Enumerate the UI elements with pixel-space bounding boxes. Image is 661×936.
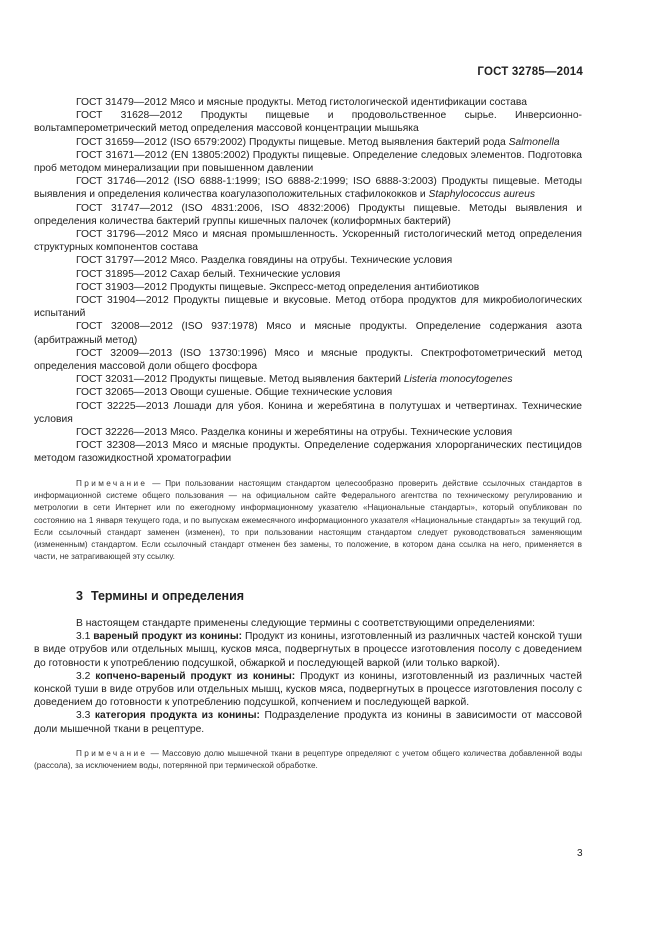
reference-italic-text: Listeria monocytogenes [403,374,513,386]
term-text: Продукт из конины, изготовленный из различных частей конской туши в виде отрубов или отдельных мышц, кусков мяса, подвергнутых в процессе изготовления посолу с доведением до готовности к употреблению подсушкой, копчением и последующей варкой. [34,670,582,709]
reference-entry [34,202,582,228]
reference-entry [34,386,582,399]
reference-entry [34,109,582,135]
reference-text: ГОСТ 31796—2012 Мясо и мясная промышленность. Ускоренный гистологический метод определения структурных компонентов состава [34,229,582,254]
term-definition [34,630,582,670]
term-name: вареный продукт из конины: [93,631,243,643]
reference-text: ГОСТ 32031—2012 Продукты пищевые. Метод выявления бактерий [76,374,404,386]
reference-entry [34,228,582,254]
reference-italic-text: Salmonella [508,136,560,148]
term-note [34,748,582,773]
reference-text: ГОСТ 31747—2012 (ISO 4831:2006, ISO 4832:2006) Продукты пищевые. Методы выявления и определения количества бактерий группы кишечных палочек (колиформных бактерий) [34,202,582,227]
term-text: Подразделение продукта из конины в зависимости от массовой доли мышечной ткани в рецептуре. [34,710,582,735]
reference-entry [34,347,582,373]
reference-text: ГОСТ 31903—2012 Продукты пищевые. Экспресс-метод определения антибиотиков [76,281,480,293]
references-note [34,478,582,564]
reference-text: ГОСТ 32065—2013 Овощи сушеные. Общие технические условия [76,387,393,399]
document-body [34,96,582,772]
term-name: копчено-вареный продукт из конины: [95,670,296,682]
reference-entry [34,281,582,294]
normative-references-list [34,96,582,466]
reference-text: ГОСТ 32009—2013 (ISO 13730:1996) Мясо и мясные продукты. Спектрофотометрический метод определения массовой доли общего фосфора [34,347,582,373]
note-text: — При пользовании настоящим стандартом целесообразно проверить действие ссылочных стандартов в информационной системе общего пользования — на официальном сайте Федерального агентства по техническому регулированию и метрологии в сети Интернет или по ежегодному информационному указателю «Национальные стандарты», который опубликован по состоянию на 1 января текущего года, и по выпускам ежемесячного информационного указателя «Национальные стандарты» за текущий год. Если ссылочный стандарт заменен (изменен), то при пользовании настоящим стандартом следует руководствоваться заменяющим (измененным) стандартом. Если ссылочный стандарт отменен без замены, то положение, в котором дана ссылка на него, применяется в части, не затрагивающей эту ссылку. [34,478,582,562]
reference-entry [34,96,582,109]
term-number: 3.1 [76,631,91,643]
reference-entry [34,373,582,386]
reference-text: ГОСТ 32308—2013 Мясо и мясные продукты. Определение содержания хлорорганических пестицидов методом газожидкостной хроматографии [34,440,582,465]
reference-text: ГОСТ 31479—2012 Мясо и мясные продукты. Метод гистологической идентификации состава [76,97,527,108]
note-label: Примечание [76,748,148,758]
term-name: категория продукта из конины: [94,710,260,722]
term-definition [34,670,582,710]
reference-entry [34,254,582,267]
reference-text: ГОСТ 31746—2012 (ISO 6888-1:1999; ISO 6888-2:1999; ISO 6888-3:2003) Продукты пищевые. Методы выявления и определения количества коагулазоположительных стафилококков и [34,176,582,201]
section-intro: В настоящем стандарте применены следующие термины с соответствующими определениями: [76,617,536,629]
term-text: Продукт из конины, изготовленный из различных частей конской туши в виде отрубов или отдельных мышц, кусков мяса, подвергнутых в процессе изготовления посолу с доведением до готовности к употреблению подсушкой, обжаркой и последующей варкой (или только варкой). [34,631,582,669]
reference-text: ГОСТ 32225—2013 Лошади для убоя. Конина и жеребятина в полутушах и четвертинах. Технические условия [34,400,582,425]
reference-italic-text: Staphylococcus aureus [428,189,535,201]
note-text: — Массовую долю мышечной ткани в рецептуре определяют с учетом общего количества добавленной воды (рассола), за исключением воды, потерянной при термической обработке. [34,748,582,771]
reference-entry [34,439,582,465]
reference-entry [34,149,582,175]
reference-text: ГОСТ 31628—2012 Продукты пищевые и продовольственное сырье. Инверсионно-вольтамперометрический метод определения массовой концентрации мышьяка [34,110,582,135]
reference-text: ГОСТ 31671—2012 (EN 13805:2002) Продукты пищевые. Определение следовых элементов. Подготовка проб методом минерализации при повышенном давлении [34,149,582,175]
term-number: 3.2 [76,670,91,682]
term-number: 3.3 [76,710,91,722]
reference-entry [34,426,582,439]
page-number: 3 [577,848,583,859]
reference-text: ГОСТ 31904—2012 Продукты пищевые и вкусовые. Метод отбора продуктов для микробиологических испытаний [34,295,582,320]
section-title: Термины и определения [90,588,245,603]
section-heading [34,590,582,603]
reference-entry [34,268,582,281]
reference-text: ГОСТ 31659—2012 (ISO 6579:2002) Продукты пищевые. Метод выявления бактерий рода [76,136,509,148]
reference-text: ГОСТ 31895—2012 Сахар белый. Технические условия [76,268,341,280]
document-code-header: ГОСТ 32785—2014 [477,66,583,78]
reference-entry [34,400,582,426]
reference-text: ГОСТ 32226—2013 Мясо. Разделка конины и жеребятины на отрубы. Технические условия [76,427,513,439]
section-number: 3 [76,588,83,603]
reference-entry [34,175,582,201]
reference-entry [34,320,582,346]
reference-entry [34,294,582,320]
reference-text: ГОСТ 31797—2012 Мясо. Разделка говядины на отрубы. Технические условия [76,255,453,267]
term-definition [34,709,582,735]
reference-text: ГОСТ 32008—2012 (ISO 937:1978) Мясо и мясные продукты. Определение содержания азота (арбитражный метод) [34,321,582,346]
note-label: Примечание [76,478,148,488]
reference-entry [34,136,582,149]
